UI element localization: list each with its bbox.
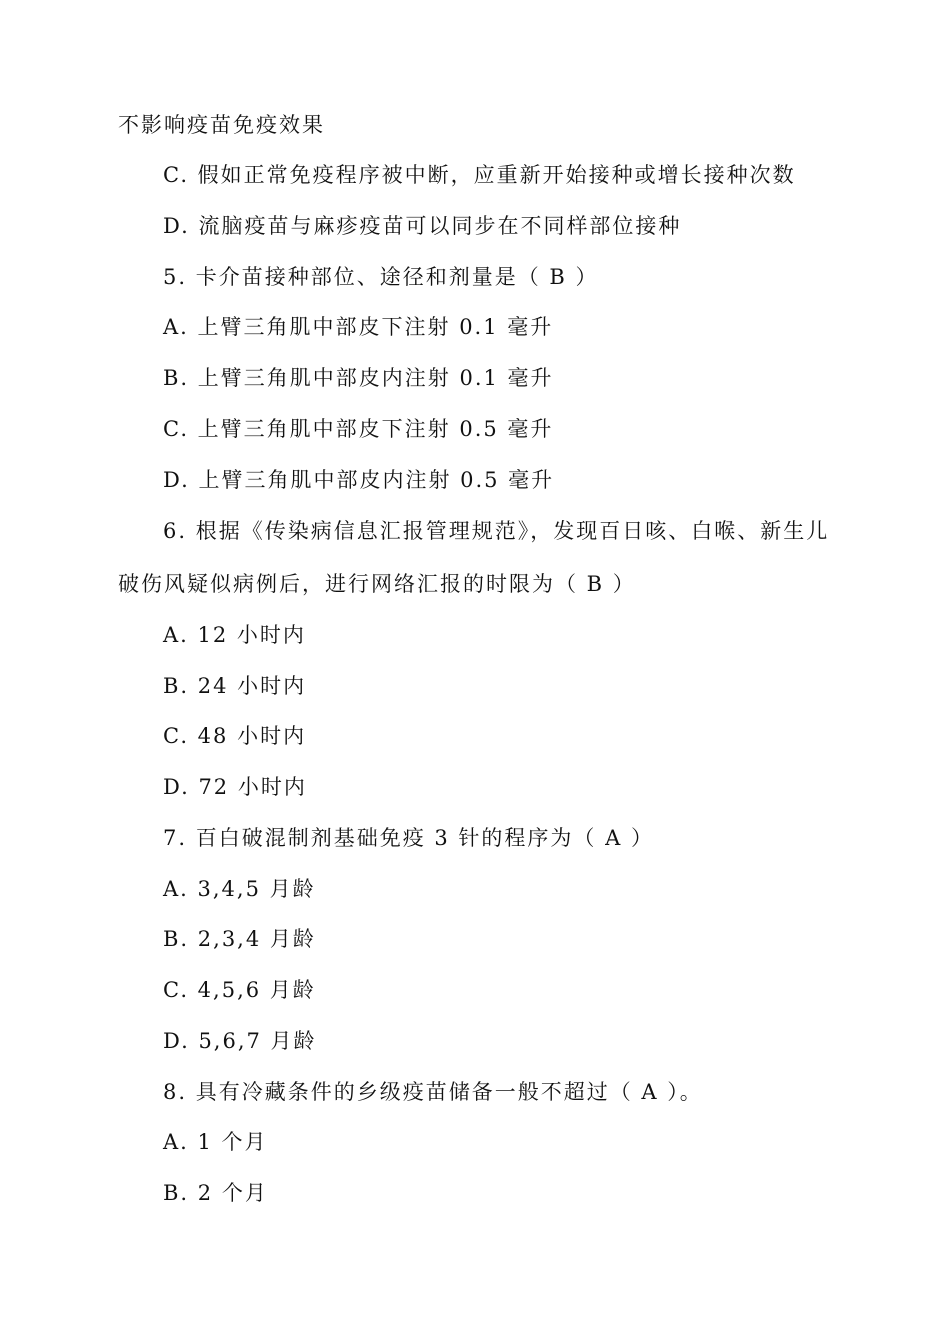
question-6-option-d: D. 72 小时内 — [163, 775, 307, 799]
question-8: 8. 具有冷藏条件的乡级疫苗储备一般不超过（ A ）。 — [163, 1080, 703, 1104]
question-7-option-b: B. 2,3,4 月龄 — [163, 927, 316, 951]
question-6-option-a: A. 12 小时内 — [163, 623, 306, 647]
question-6: 6. 根据《传染病信息汇报管理规范》，发现百日咳、白喉、新生儿 — [163, 519, 830, 543]
question-5-option-b: B. 上臂三角肌中部皮内注射 0.1 毫升 — [163, 366, 554, 390]
text-line-continuation: 不影响疫苗免疫效果 — [118, 113, 325, 137]
question-6-option-b: B. 24 小时内 — [163, 674, 307, 698]
question-7-option-d: D. 5,6,7 月龄 — [163, 1029, 317, 1053]
question-6-continued: 破伤风疑似病例后，进行网络汇报的时限为（ B ） — [118, 572, 636, 596]
question-5-option-c: C. 上臂三角肌中部皮下注射 0.5 毫升 — [163, 417, 554, 441]
option-d: D. 流脑疫苗与麻疹疫苗可以同步在不同样部位接种 — [163, 214, 682, 238]
question-6-option-c: C. 48 小时内 — [163, 724, 307, 748]
question-5-option-d: D. 上臂三角肌中部皮内注射 0.5 毫升 — [163, 468, 555, 492]
question-7-option-c: C. 4,5,6 月龄 — [163, 978, 316, 1002]
question-7-option-a: A. 3,4,5 月龄 — [163, 877, 316, 901]
question-8-option-a: A. 1 个月 — [163, 1130, 268, 1154]
question-7: 7. 百白破混制剂基础免疫 3 针的程序为（ A ） — [163, 826, 654, 850]
option-c: C. 假如正常免疫程序被中断，应重新开始接种或增长接种次数 — [163, 163, 796, 187]
question-5: 5. 卡介苗接种部位、途径和剂量是（ B ） — [163, 265, 599, 289]
question-8-option-b: B. 2 个月 — [163, 1181, 268, 1205]
question-5-option-a: A. 上臂三角肌中部皮下注射 0.1 毫升 — [163, 315, 554, 339]
